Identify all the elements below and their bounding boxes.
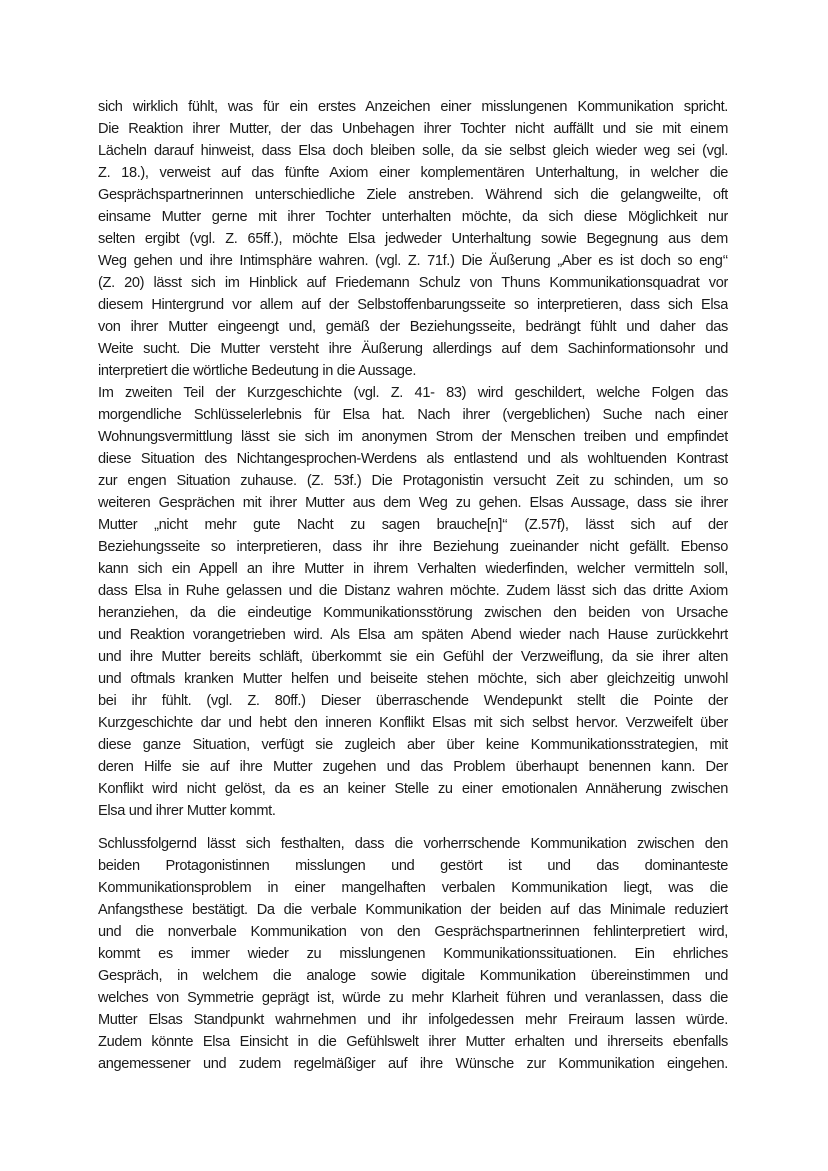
text-line: Lächeln darauf hinweist, dass Elsa doch bleiben solle, da sie selbst gleich wieder weg sei (vgl. (98, 143, 728, 159)
text-line: und Reaktion vorangetrieben wird. Als Elsa am späten Abend wieder nach Hause zurückkehrt (98, 627, 728, 643)
text-line: kann sich ein Appell an ihre Mutter in ihrem Verhalten wiederfinden, welcher vermitteln soll, (98, 561, 728, 577)
text-line: und ihre Mutter bereits schläft, überkommt sie ein Gefühl der Verzweiflung, da sie ihrer alten (98, 649, 728, 665)
document-page (98, 96, 728, 1075)
text-line: diese Situation des Nichtangesprochen-Werdens als entlastend und als wohltuenden Kontrast (98, 451, 728, 467)
text-line: Zudem könnte Elsa Einsicht in die Gefühlswelt ihrer Mutter erhalten und ihrerseits ebenfalls (98, 1034, 728, 1050)
text-line: zur engen Situation zuhause. (Z. 53f.) Die Protagonistin versucht Zeit zu schinden, um so (98, 473, 728, 489)
text-line: von ihrer Mutter eingeengt und, gemäß der Beziehungsseite, bedrängt fühlt und daher das (98, 319, 728, 335)
text-line: selten ergibt (vgl. Z. 65ff.), möchte Elsa jedweder Unterhaltung sowie Begegnung aus dem (98, 231, 728, 247)
text-line: (Z. 20) lässt sich im Hinblick auf Friedemann Schulz von Thuns Kommunikationsquadrat vor (98, 275, 728, 291)
text-line: angemessener und zudem regelmäßiger auf ihre Wünsche zur Kommunikation eingehen. (98, 1056, 728, 1072)
text-line: Konflikt wird nicht gelöst, da es an keiner Stelle zu einer emotionalen Annäherung zwischen (98, 781, 728, 797)
text-line: interpretiert die wörtliche Bedeutung in die Aussage. (98, 363, 417, 379)
text-line: Schlussfolgernd lässt sich festhalten, dass die vorherrschende Kommunikation zwischen den (98, 836, 728, 852)
text-line: und oftmals kranken Mutter helfen und beiseite stehen möchte, sich aber gleichzeitig unwohl (98, 671, 728, 687)
paragraph-analysis (98, 96, 728, 822)
text-line: und die nonverbale Kommunikation von den Gesprächspartnerinnen fehlinterpretiert wird, (98, 924, 728, 940)
text-line: diese ganze Situation, verfügt sie zugleich aber über keine Kommunikationsstrategien, mit (98, 737, 728, 753)
text-line: bei ihr fühlt. (vgl. Z. 80ff.) Dieser überraschende Wendepunkt stellt die Pointe der (98, 693, 728, 709)
text-line: Wohnungsvermittlung lässt sie sich im anonymen Strom der Menschen treiben und empfindet (98, 429, 728, 445)
text-line: Elsa und ihrer Mutter kommt. (98, 803, 276, 819)
paragraph-conclusion (98, 833, 728, 1075)
text-line: Kommunikationsproblem in einer mangelhaften verbalen Kommunikation liegt, was die (98, 880, 728, 896)
text-line: Kurzgeschichte dar und hebt den inneren Konflikt Elsas mit sich selbst hervor. Verzweifelt über (98, 715, 728, 731)
text-line: heranziehen, da die eindeutige Kommunikationsstörung zwischen den beiden von Ursache (98, 605, 728, 621)
text-line: Mutter „nicht mehr gute Nacht zu sagen brauche[n]‘‘ (Z.57f), lässt sich auf der (98, 517, 728, 533)
text-line: welches von Symmetrie geprägt ist, würde zu mehr Klarheit führen und veranlassen, dass die (98, 990, 728, 1006)
text-line: Die Reaktion ihrer Mutter, der das Unbehagen ihrer Tochter nicht auffällt und sie mit einem (98, 121, 728, 137)
text-line: morgendliche Schlüsselerlebnis für Elsa hat. Nach ihrer (vergeblichen) Suche nach einer (98, 407, 728, 423)
text-line: deren Hilfe sie auf ihre Mutter zugehen und das Problem überhaupt benennen kann. Der (98, 759, 728, 775)
text-line: sich wirklich fühlt, was für ein erstes Anzeichen einer misslungenen Kommunikation spricht. (98, 99, 728, 115)
text-line: diesem Hintergrund vor allem auf der Selbstoffenbarungsseite so interpretieren, dass sich Elsa (98, 297, 728, 313)
text-line: Gesprächspartnerinnen unterschiedliche Ziele anstreben. Während sich die gelangweilte, oft (98, 187, 728, 203)
text-line: Mutter Elsas Standpunkt wahrnehmen und ihr infolgedessen mehr Freiraum lassen würde. (98, 1012, 728, 1028)
text-line: dass Elsa in Ruhe gelassen und die Distanz wahren möchte. Zudem lässt sich das dritte Axiom (98, 583, 728, 599)
text-line: Anfangsthese bestätigt. Da die verbale Kommunikation der beiden auf das Minimale reduziert (98, 902, 728, 918)
text-line: Beziehungsseite so interpretieren, dass ihr ihre Beziehung zueinander nicht gefällt. Ebenso (98, 539, 728, 555)
text-line: Weite sucht. Die Mutter versteht ihre Äußerung allerdings auf dem Sachinformationsohr und (98, 341, 728, 357)
text-line: kommt es immer wieder zu misslungenen Kommunikationssituationen. Ein ehrliches (98, 946, 728, 962)
text-line: Weg gehen und ihre Intimsphäre wahren. (vgl. Z. 71f.) Die Äußerung „Aber es ist doch so eng‘‘ (98, 253, 728, 269)
text-line: einsame Mutter gerne mit ihrer Tochter unterhalten möchte, da sich diese Möglichkeit nur (98, 209, 728, 225)
text-line: Z. 18.), verweist auf das fünfte Axiom einer komplementären Unterhaltung, in welcher die (98, 165, 728, 181)
text-line: Gespräch, in welchem die analoge sowie digitale Kommunikation übereinstimmen und (98, 968, 728, 984)
text-line: beiden Protagonistinnen misslungen und gestört ist und das dominanteste (98, 858, 728, 874)
text-line: weiteren Gesprächen mit ihrer Mutter aus dem Weg zu gehen. Elsas Aussage, dass sie ihrer (98, 495, 728, 511)
text-line: Im zweiten Teil der Kurzgeschichte (vgl. Z. 41- 83) wird geschildert, welche Folgen das (98, 385, 728, 401)
